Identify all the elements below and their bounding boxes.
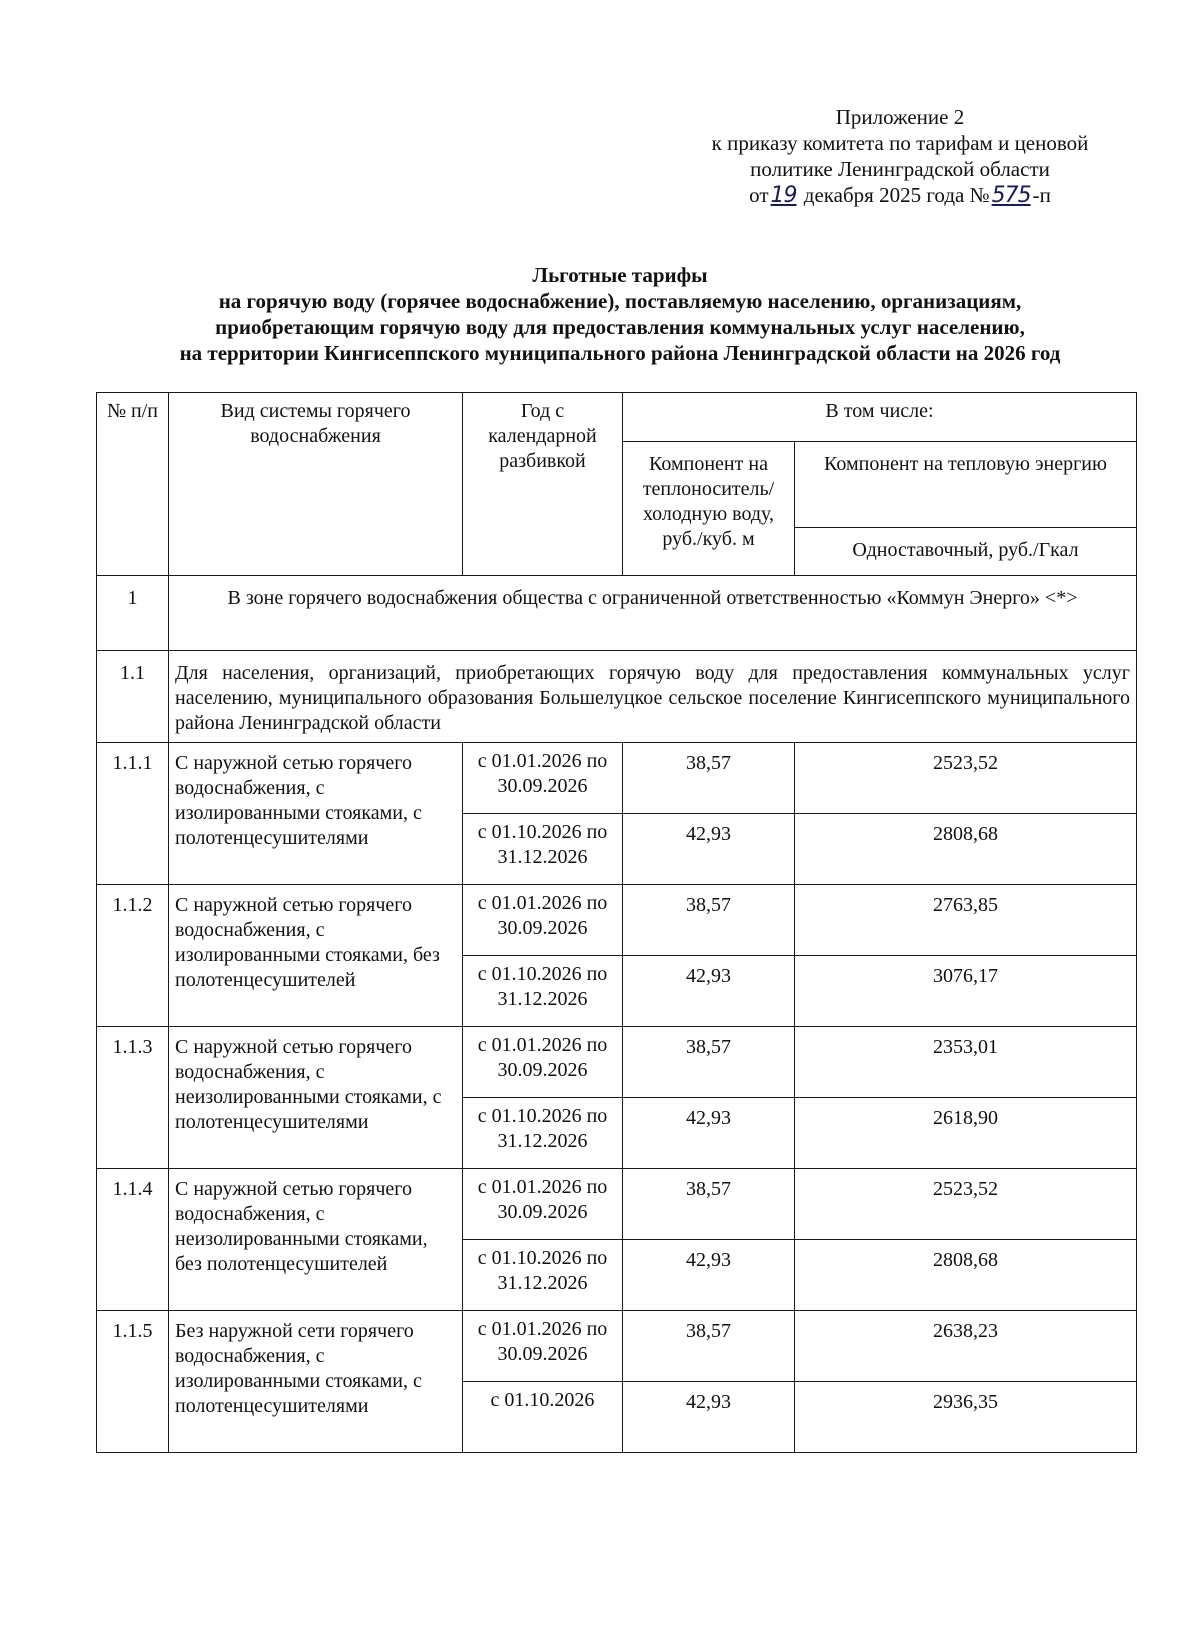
appendix-committee: политике Ленинградской области (750, 157, 1050, 181)
section-row (97, 576, 1137, 651)
row-water-component: 38,57 (623, 1311, 795, 1382)
date-prefix: от (749, 183, 769, 207)
row-water-component: 42,93 (623, 956, 795, 1027)
header-number: № п/п (97, 393, 169, 576)
row-water-component: 42,93 (623, 1098, 795, 1169)
row-water-component: 38,57 (623, 743, 795, 814)
appendix-header (660, 104, 1140, 209)
row-period: с 01.10.2026 по 31.12.2026 (463, 956, 623, 1027)
row-period: с 01.01.2026 по 30.09.2026 (463, 1311, 623, 1382)
row-period: с 01.10.2026 по 31.12.2026 (463, 1240, 623, 1311)
row-system-type: С наружной сетью горячего водоснабжения, с неизолированными стояками, без полотенцесушителей (169, 1169, 463, 1311)
subsection-number: 1.1 (97, 651, 169, 743)
header-system-type: Вид системы горячего водоснабжения (169, 393, 463, 576)
row-water-component: 38,57 (623, 1169, 795, 1240)
subsection-row (97, 651, 1137, 743)
header-row (97, 393, 1137, 442)
document-title (100, 262, 1140, 366)
row-heat-component: 2763,85 (795, 885, 1137, 956)
title-line-3: приобретающим горячую воду для предоставления коммунальных услуг населению, (215, 315, 1025, 339)
row-heat-component: 2523,52 (795, 1169, 1137, 1240)
row-heat-component: 2808,68 (795, 1240, 1137, 1311)
header-single-rate: Одноставочный, руб./Гкал (795, 528, 1137, 576)
row-heat-component: 3076,17 (795, 956, 1137, 1027)
table-row (97, 1311, 1137, 1382)
row-number: 1.1.1 (97, 743, 169, 885)
row-number: 1.1.5 (97, 1311, 169, 1453)
row-number: 1.1.4 (97, 1169, 169, 1311)
handwritten-order-number: 575 (991, 183, 1031, 208)
section-number: 1 (97, 576, 169, 651)
row-water-component: 42,93 (623, 1382, 795, 1453)
row-heat-component: 2936,35 (795, 1382, 1137, 1453)
row-heat-component: 2353,01 (795, 1027, 1137, 1098)
appendix-date-line (660, 182, 1140, 209)
table-row (97, 743, 1137, 814)
row-system-type: С наружной сетью горячего водоснабжения, с изолированными стояками, с полотенцесушителями (169, 743, 463, 885)
row-period: с 01.10.2026 по 31.12.2026 (463, 1098, 623, 1169)
row-period: с 01.10.2026 по 31.12.2026 (463, 814, 623, 885)
title-line-2: на горячую воду (горячее водоснабжение), поставляемую населению, организациям, (218, 289, 1022, 313)
appendix-number: Приложение 2 (835, 105, 965, 129)
order-suffix: -п (1032, 183, 1051, 207)
row-heat-component: 2808,68 (795, 814, 1137, 885)
tariff-table (96, 392, 1137, 1453)
table-row (97, 1027, 1137, 1098)
row-heat-component: 2618,90 (795, 1098, 1137, 1169)
row-water-component: 38,57 (623, 885, 795, 956)
table-row (97, 1169, 1137, 1240)
table-row (97, 885, 1137, 956)
title-line-4: на территории Кингисеппского муниципального района Ленинградской области на 2026 год (179, 341, 1061, 365)
row-system-type: Без наружной сети горячего водоснабжения, с изолированными стояками, с полотенцесушителями (169, 1311, 463, 1453)
row-period: с 01.01.2026 по 30.09.2026 (463, 1169, 623, 1240)
row-period: с 01.10.2026 (463, 1382, 623, 1453)
row-system-type: С наружной сетью горячего водоснабжения, с изолированными стояками, без полотенцесушителей (169, 885, 463, 1027)
row-water-component: 42,93 (623, 1240, 795, 1311)
row-heat-component: 2638,23 (795, 1311, 1137, 1382)
row-water-component: 38,57 (623, 1027, 795, 1098)
header-year: Год с календарной разбивкой (463, 393, 623, 576)
appendix-order-ref: к приказу комитета по тарифам и ценовой (711, 131, 1089, 155)
row-number: 1.1.2 (97, 885, 169, 1027)
title-line-1: Льготные тарифы (532, 263, 708, 287)
header-component-water: Компонент на теплоноситель/ холодную воду, руб./куб. м (623, 442, 795, 576)
row-heat-component: 2523,52 (795, 743, 1137, 814)
row-period: с 01.01.2026 по 30.09.2026 (463, 885, 623, 956)
row-number: 1.1.3 (97, 1027, 169, 1169)
row-period: с 01.01.2026 по 30.09.2026 (463, 743, 623, 814)
header-including: В том числе: (623, 393, 1137, 442)
handwritten-day: 19 (770, 183, 797, 208)
subsection-text: Для населения, организаций, приобретающих горячую воду для предоставления коммунальных услуг населению, муниципального образования Большелуцкое сельское поселение Кингисеппского муниципального района Ленинградской области (169, 651, 1137, 743)
row-water-component: 42,93 (623, 814, 795, 885)
row-system-type: С наружной сетью горячего водоснабжения, с неизолированными стояками, с полотенцесушителями (169, 1027, 463, 1169)
date-rest: декабря 2025 года № (803, 183, 990, 207)
header-component-heat: Компонент на тепловую энергию (795, 442, 1137, 528)
row-period: с 01.01.2026 по 30.09.2026 (463, 1027, 623, 1098)
section-text: В зоне горячего водоснабжения общества с ограниченной ответственностью «Коммун Энерго» <*> (169, 576, 1137, 651)
